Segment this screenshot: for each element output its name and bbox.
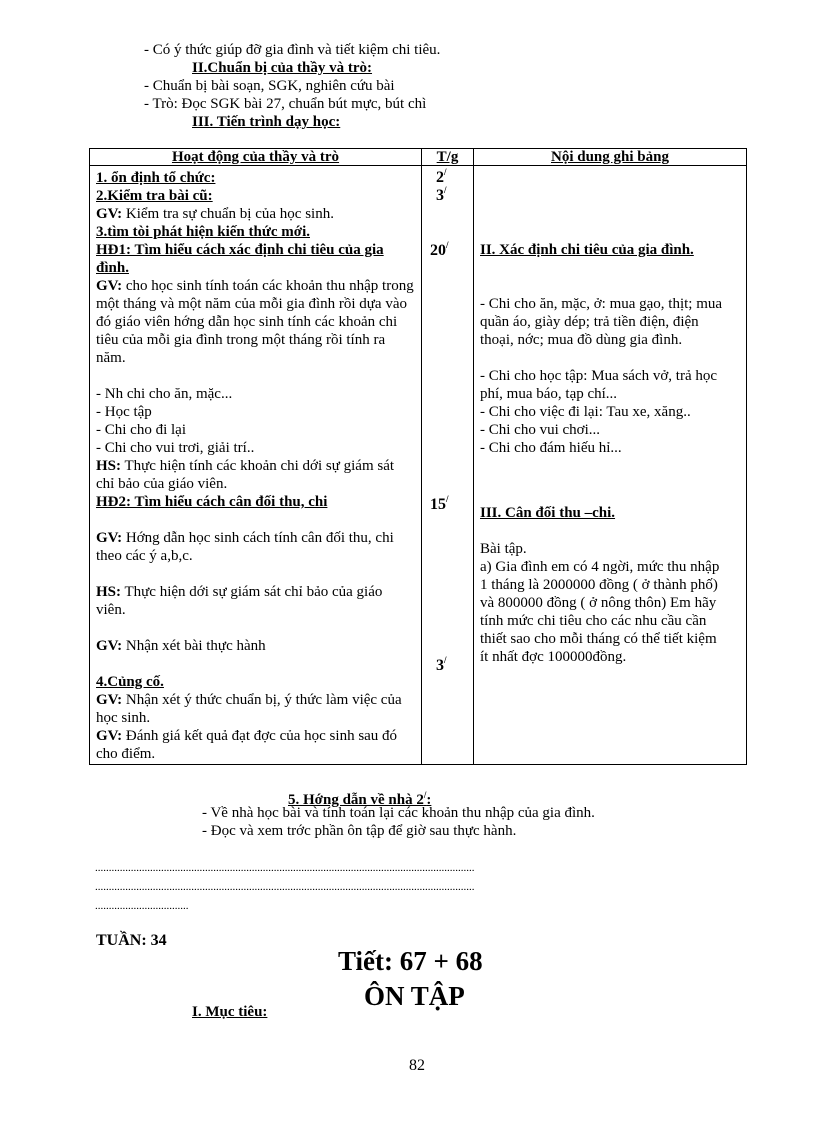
hs-task-2: HS: Thực hiện dới sự giám sát chỉ bảo của giáo viên. xyxy=(96,584,383,618)
exercise-label: Bài tập. xyxy=(480,541,527,557)
homework-line-1: - Về nhà học bài và tính toán lại các khoản thu nhập của gia đình. xyxy=(202,805,595,821)
activity-column xyxy=(90,166,422,765)
time-step-2: 3/ xyxy=(436,185,447,204)
homework-heading: 5. Hớng dẫn về nhà 2/: xyxy=(288,790,432,808)
content-heading-3: III. Cân đối thu –chi. xyxy=(480,505,616,521)
time-activity-2: 15/ xyxy=(430,494,449,513)
content-food: - Chi cho ăn, mặc, ở: mua gạo, thịt; mua quần áo, giày dép; trả tiền điện, điện thoại, nớc; mua đồ dùng gia đình. xyxy=(480,296,723,348)
dotted-line-1: .......................................................................................................................................... xyxy=(95,862,475,874)
gv-review: GV: Nhận xét bài thực hành xyxy=(96,638,266,654)
gv-consolidate-1: GV: Nhận xét ý thức chuẩn bị, ý thức làm việc của học sinh. xyxy=(96,692,402,726)
header-time: T/g xyxy=(422,149,474,166)
exercise-a: a) Gia đình em có 4 ngời, mức thu nhập 1 tháng là 2000000 đồng ( ở thành phố) và 800000 đồng ( ở nông thôn) Em hãy tính mức chi tiêu cho các nhu cầu cần thiết sao cho mỗi tháng có thể tiết kiệm ít nhất đợc 100000đồng. xyxy=(480,559,720,665)
topic-title: ÔN TẬP xyxy=(364,981,465,1011)
page-number: 82 xyxy=(409,1057,425,1074)
time-activity-1: 20/ xyxy=(430,240,449,259)
objective-heading: I. Mục tiêu: xyxy=(192,1004,268,1020)
hs-task-1: HS: Thực hiện tính các khoản chi dới sự giám sát chỉ bảo của giáo viên. xyxy=(96,458,395,492)
intro-line-2: - Chuẩn bị bài soạn, SGK, nghiên cứu bài xyxy=(144,78,395,94)
content-travel: - Chi cho việc đi lại: Tau xe, xăng.. xyxy=(480,404,691,420)
check-prep: GV: Kiểm tra sự chuẩn bị của học sinh. xyxy=(96,206,334,222)
content-column xyxy=(474,166,747,765)
lesson-table xyxy=(89,148,747,765)
step-4: 4.Củng cố. xyxy=(96,674,164,690)
content-study: - Chi cho học tập: Mua sách vở, trả học phí, mua báo, tạp chí... xyxy=(480,368,718,402)
list-item-study: - Học tập xyxy=(96,404,152,420)
time-step-1: 2/ xyxy=(436,167,447,186)
time-column xyxy=(422,166,474,765)
header-activity: Hoạt động của thầy và trò xyxy=(90,149,422,166)
section-2-heading: II.Chuẩn bị của thầy và trò: xyxy=(192,60,373,76)
gv-instruction-1: GV: cho học sinh tính toán các khoản thu nhập trong một tháng và một năm của mỗi gia đình rồi dựa vào đó giáo viên hớng dẫn học sinh tính các khoản chi tiêu của mỗi gia đình trong một tháng rồi tính ra năm. xyxy=(96,278,414,366)
time-step-4: 3/ xyxy=(436,655,447,674)
list-item-leisure: - Chi cho vui trơi, giải trí.. xyxy=(96,440,255,456)
list-item-travel: - Chi cho đi lại xyxy=(96,422,186,438)
activity-2-heading: HĐ2: Tìm hiểu cách cân đối thu, chi xyxy=(96,494,328,510)
content-leisure: - Chi cho vui chơi... xyxy=(480,422,600,438)
step-3: 3.tìm tòi phát hiện kiến thức mới. xyxy=(96,224,310,240)
step-2: 2.Kiểm tra bài cũ: xyxy=(96,188,213,204)
intro-line-1: - Có ý thức giúp đỡ gia đình và tiết kiệm chi tiêu. xyxy=(144,42,441,58)
dotted-line-3: .................................. xyxy=(95,900,189,912)
list-item-food: - Nh chi cho ăn, mặc... xyxy=(96,386,233,402)
content-ceremony: - Chi cho đám hiếu hỉ... xyxy=(480,440,622,456)
homework-line-2: - Đọc và xem trớc phần ôn tập để giờ sau thực hành. xyxy=(202,823,517,839)
gv-instruction-2: GV: Hớng dẫn học sinh cách tính cân đối thu, chi theo các ý a,b,c. xyxy=(96,530,394,564)
intro-line-3: - Trò: Đọc SGK bài 27, chuẩn bút mực, bút chì xyxy=(144,96,427,112)
dotted-line-2: .......................................................................................................................................... xyxy=(95,881,475,893)
header-content: Nội dung ghi bảng xyxy=(474,149,747,166)
period-title: Tiết: 67 + 68 xyxy=(338,946,483,976)
step-1: 1. ổn định tổ chức: xyxy=(96,170,216,186)
week-label: TUẦN: 34 xyxy=(96,932,167,949)
section-3-heading: III. Tiến trình dạy học: xyxy=(192,114,341,130)
content-heading-2: II. Xác định chi tiêu của gia đình. xyxy=(480,242,694,258)
gv-consolidate-2: GV: Đánh giá kết quả đạt đợc của học sinh sau đó cho điểm. xyxy=(96,728,398,762)
activity-1-heading: HĐ1: Tìm hiểu cách xác định chi tiêu của gia đình. xyxy=(96,242,384,276)
